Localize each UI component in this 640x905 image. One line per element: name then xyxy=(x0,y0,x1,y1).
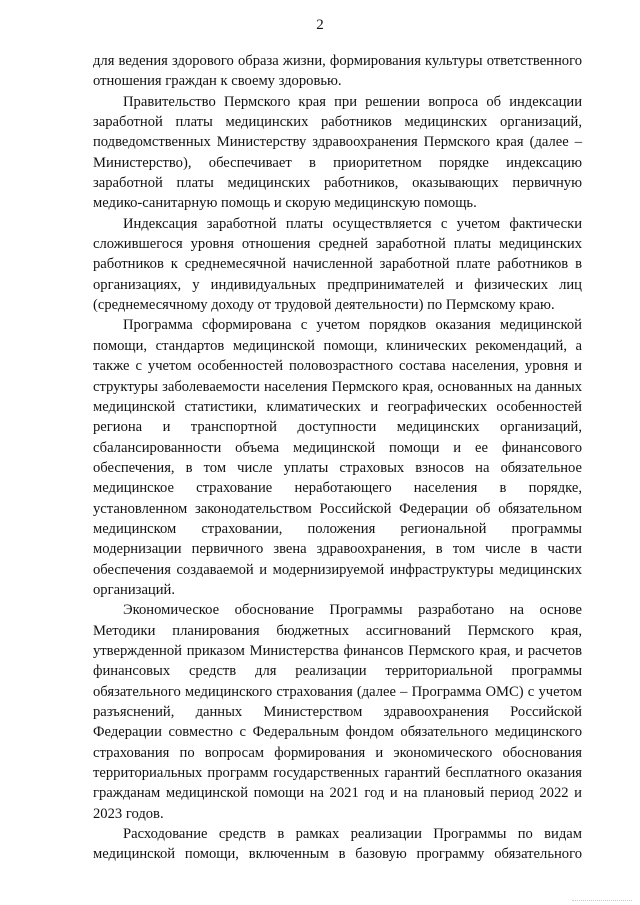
scan-artifact xyxy=(572,900,632,903)
paragraph-continuation: для ведения здорового образа жизни, формирования культуры ответственного отношения граждан к своему здоровью. xyxy=(93,53,582,90)
document-body xyxy=(93,51,582,864)
paragraph-spending-continued: Расходование средств в рамках реализации Программы по видам медицинской помощи, включенным в базовую программу обязательного xyxy=(93,826,582,863)
paragraph-economic-justification: Экономическое обоснование Программы разработано на основе Методики планирования бюджетных ассигнований Пермского края, утвержденной приказом Министерства финансов Пермского края, и расчетов финансовых средств для реализации территориальной программы обязательного медицинского страхования (далее – Программа ОМС) с учетом разъяснений, данных Министерством здравоохранения Российской Федерации совместно с Федеральным фондом обязательного медицинского страхования по вопросам формирования и экономического обоснования территориальных программ государственных гарантий бесплатного оказания гражданам медицинской помощи на 2021 год и на плановый период 2022 и 2023 годов. xyxy=(93,602,582,822)
paragraph-salary-indexation-priority: Правительство Пермского края при решении вопроса об индексации заработной платы медицинских работников медицинских организаций, подведомственных Министерству здравоохранения Пермского края (далее – Министерство), обеспечивает в приоритетном порядке индексацию заработной платы медицинских работников, оказывающих первичную медико-санитарную помощь и скорую медицинскую помощь. xyxy=(93,93,582,212)
paragraph-salary-indexation-basis: Индексация заработной платы осуществляется с учетом фактически сложившегося уровня отношения средней заработной платы медицинских работников к среднемесячной начисленной заработной плате работников в организациях, у индивидуальных предпринимателей и физических лиц (среднемесячному доходу от трудовой деятельности) по Пермскому краю. xyxy=(93,215,582,314)
paragraph-program-formation: Программа сформирована с учетом порядков оказания медицинской помощи, стандартов медицинской помощи, клинических рекомендаций, а также с учетом особенностей половозрастного состава населения, уровня и структуры заболеваемости населения Пермского края, основанных на данных медицинской статистики, климатических и географических особенностей региона и транспортной доступности медицинских организаций, сбалансированности объема медицинской помощи и ее финансового обеспечения, в том числе уплаты страховых взносов на обязательное медицинское страхование неработающего населения в порядке, установленном законодательством Российской Федерации об обязательном медицинском страховании, положения региональной программы модернизации первичного звена здравоохранения, в том числе в части обеспечения создаваемой и модернизируемой инфраструктуры медицинских организаций. xyxy=(93,317,582,598)
page-number: 2 xyxy=(316,17,324,33)
